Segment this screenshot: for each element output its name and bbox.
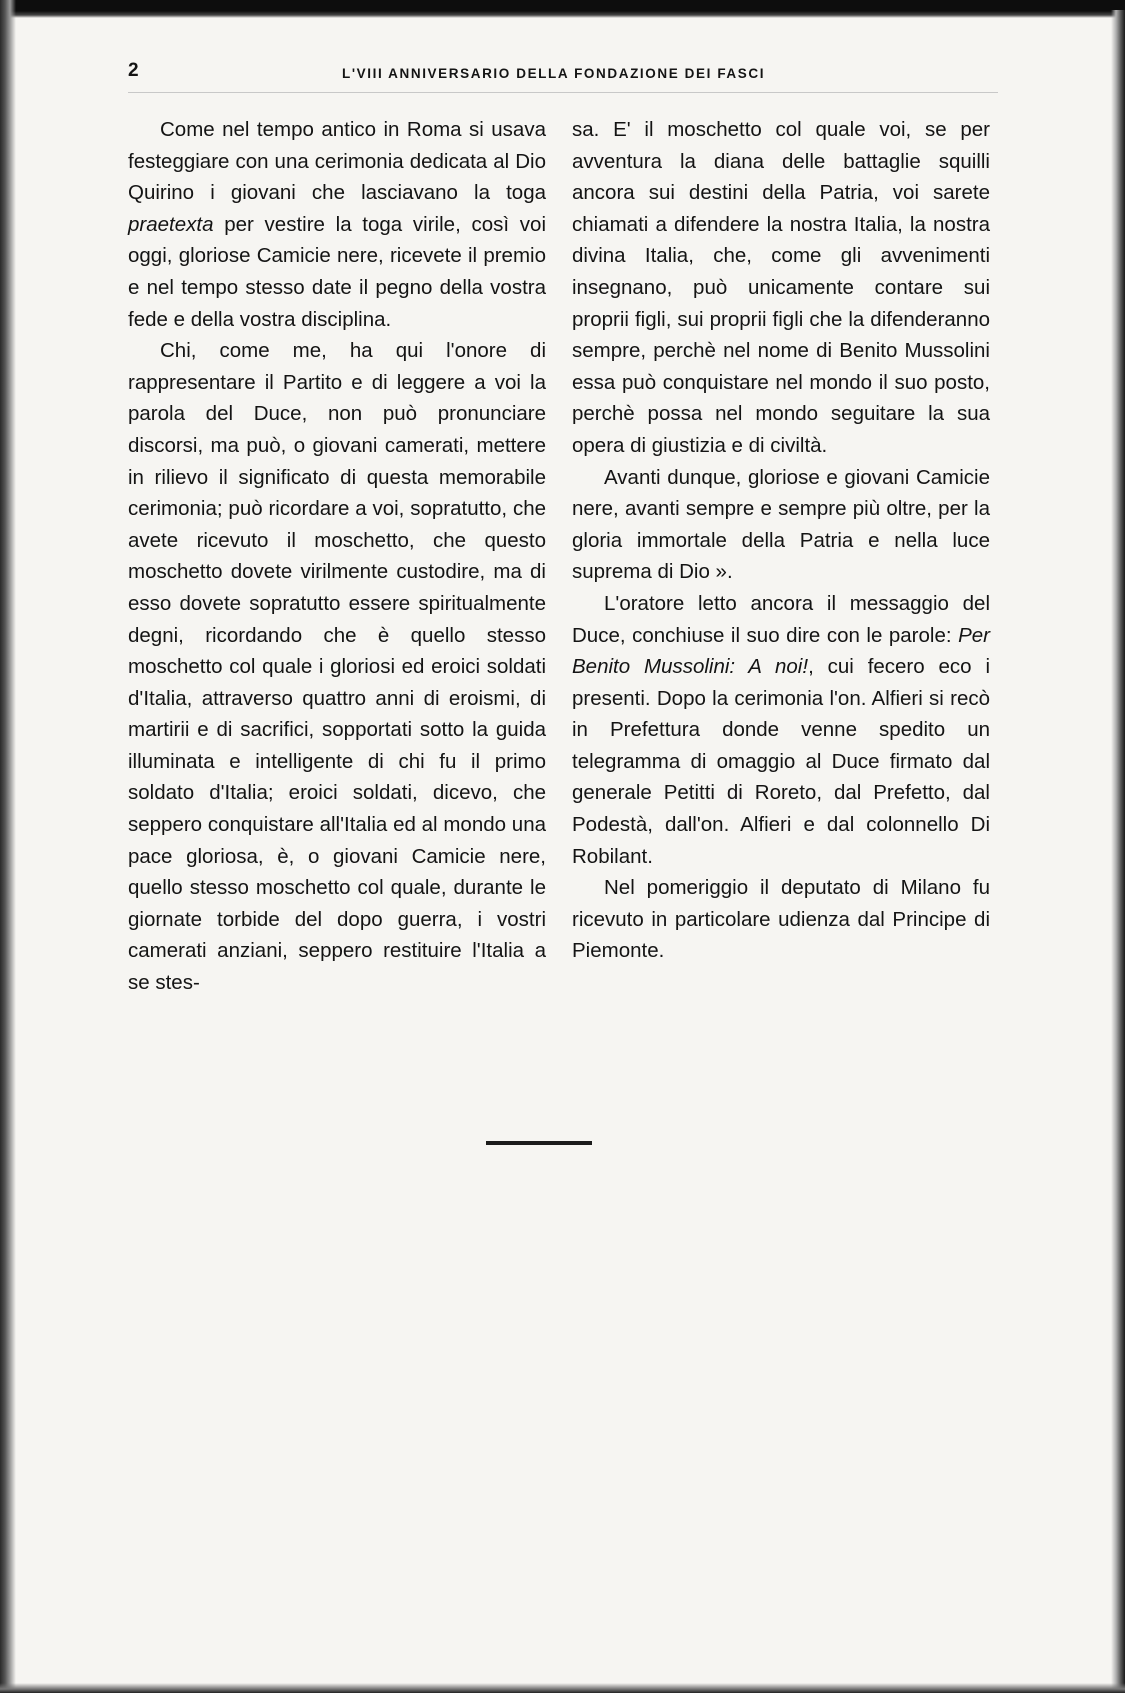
- paragraph: Nel pomeriggio il deputato di Milano fu ricevuto in particolare udienza dal Principe di Piemonte.: [572, 876, 990, 963]
- paragraph: Chi, come me, ha qui l'onore di rappresentare il Partito e di leggere a voi la parola del Duce, non può pronunciare discorsi, ma può, o giovani camerati, mettere in rilievo il significato di questa memorabile cerimonia; può ricordare a voi, sopratutto, che avete ricevuto il moschetto, che questo moschetto dovete virilmente custodire, ma di esso dovete sopratutto essere spiritualmente degni, ricordando che è quello stesso moschetto col quale i gloriosi ed eroici soldati d'Italia, attraverso quattro anni di eroismi, di martirii e di sacrifici, sopportati sotto la guida illuminata e intelligente di chi fu il primo soldato d'Italia; eroici soldati, dicevo, che seppero conquistare all'Italia ed al mondo una pace gloriosa, è, o giovani Camicie nere, quello stesso moschetto col quale, durante le giornate torbide del dopo guerra, i vostri camerati anziani, seppero restituire l'Italia a se stes-: [128, 339, 546, 995]
- paragraph-text: , cui fecero eco i presenti. Dopo la cerimonia l'on. Alfieri si recò in Prefettura donde venne spedito un telegramma di omaggio al Duce firmato dal generale Petitti di Roreto, dal Prefetto, dal Podestà, dall'on. Alfieri e dal colonnello Di Robilant.: [572, 655, 990, 868]
- page-number: 2: [128, 60, 140, 81]
- paragraph: [128, 114, 546, 335]
- running-head: L'VIII ANNIVERSARIO DELLA FONDAZIONE DEI FASCI: [342, 66, 766, 81]
- paragraph-text: L'oratore letto ancora il messaggio del Duce, conchiuse il suo dire con le parole:: [572, 591, 990, 647]
- paragraph: [572, 588, 990, 872]
- scan-edge-right: [1111, 10, 1125, 1693]
- paragraph-continued: sa. E' il moschetto col quale voi, se per avventura la diana delle battaglie squilli ancora sui destini della Patria, voi sarete chiamati a difendere la nostra Italia, la nostra divina Italia, che, come gli avvenimenti insegnano, può unicamente contare sui proprii figli, sui proprii figli che la difenderanno sempre, perchè nel nome di Benito Mussolini essa può conquistare nel mondo il suo posto, perchè possa nel mondo seguitare la sua opera di giustizia e di civiltà.: [572, 118, 990, 457]
- right-column: [572, 114, 990, 967]
- paragraph: Avanti dunque, gloriose e giovani Camicie nere, avanti sempre e sempre più oltre, per la gloria immortale della Patria e nella luce suprema di Dio ».: [572, 465, 990, 584]
- left-column: [128, 114, 546, 999]
- paragraph-text: per vestire la toga virile, così voi oggi, gloriose Camicie nere, ricevete il premio e nel tempo stesso date il pegno della vostra fede e della vostra disciplina.: [128, 212, 546, 331]
- italic-term: praetexta: [128, 212, 214, 236]
- paragraph-text: Come nel tempo antico in Roma si usava festeggiare con una cerimonia dedicata al Dio Quirino i giovani che lasciavano la toga: [128, 118, 546, 205]
- italic-quote: Per Benito Mussolini: A noi!: [572, 623, 990, 679]
- scan-edge-left: [0, 0, 16, 1693]
- scan-edge-top: [0, 0, 1125, 18]
- header-rule: [128, 92, 998, 93]
- scan-edge-bottom: [0, 1683, 1125, 1693]
- end-rule: [486, 1141, 592, 1145]
